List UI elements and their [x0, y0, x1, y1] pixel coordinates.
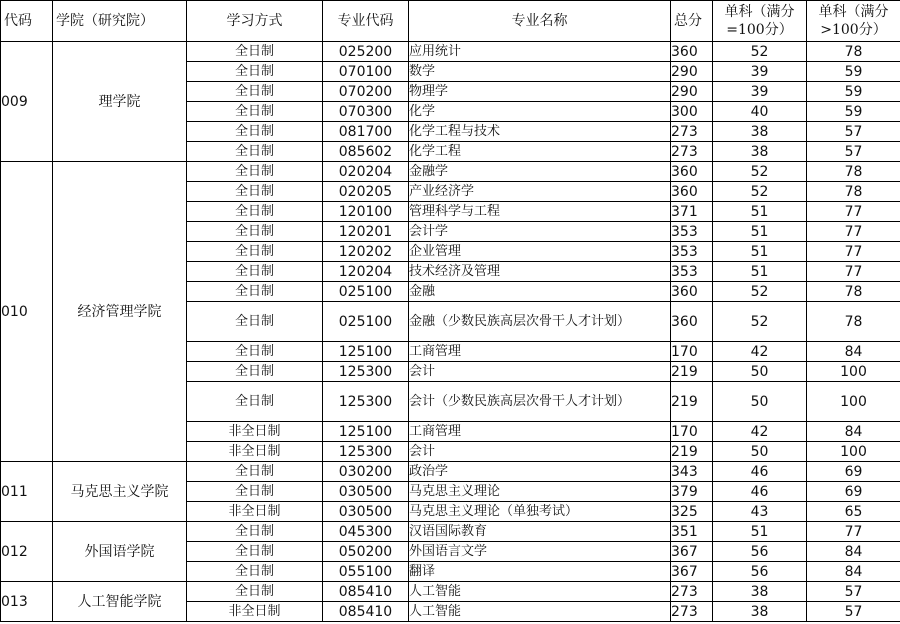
study-mode-cell: 全日制 [187, 462, 323, 482]
study-mode-cell: 全日制 [187, 242, 323, 262]
major-name-cell: 会计 [409, 442, 671, 462]
major-code-cell: 125300 [323, 382, 409, 422]
major-code-cell: 050200 [323, 542, 409, 562]
study-mode-cell: 非全日制 [187, 502, 323, 522]
study-mode-cell: 全日制 [187, 62, 323, 82]
header-code: 代码 [1, 1, 53, 42]
major-code-cell: 025200 [323, 42, 409, 62]
total-score-cell: 325 [671, 502, 713, 522]
study-mode-cell: 全日制 [187, 542, 323, 562]
header-school: 学院（研究院） [53, 1, 187, 42]
single-100-cell: 46 [713, 482, 807, 502]
major-name-cell: 化学工程 [409, 142, 671, 162]
major-name-cell: 化学工程与技术 [409, 122, 671, 142]
single-over100-cell: 84 [807, 562, 900, 582]
single-100-cell: 51 [713, 242, 807, 262]
single-over100-cell: 78 [807, 162, 900, 182]
major-name-cell: 会计学 [409, 222, 671, 242]
single-over100-cell: 65 [807, 502, 900, 522]
college-name-cell: 马克思主义学院 [53, 462, 187, 522]
study-mode-cell: 全日制 [187, 562, 323, 582]
single-100-cell: 51 [713, 202, 807, 222]
major-code-cell: 120100 [323, 202, 409, 222]
single-100-cell: 42 [713, 342, 807, 362]
major-code-cell: 085410 [323, 582, 409, 602]
major-code-cell: 120201 [323, 222, 409, 242]
study-mode-cell: 全日制 [187, 362, 323, 382]
header-major-code: 专业代码 [323, 1, 409, 42]
single-over100-cell: 77 [807, 222, 900, 242]
table-row [1, 522, 900, 542]
single-over100-cell: 77 [807, 522, 900, 542]
study-mode-cell: 全日制 [187, 282, 323, 302]
single-100-cell: 38 [713, 602, 807, 622]
total-score-cell: 367 [671, 542, 713, 562]
major-name-cell: 人工智能 [409, 582, 671, 602]
major-code-cell: 120202 [323, 242, 409, 262]
college-name-cell: 经济管理学院 [53, 162, 187, 462]
total-score-cell: 360 [671, 282, 713, 302]
single-100-cell: 56 [713, 562, 807, 582]
single-over100-cell: 57 [807, 602, 900, 622]
major-code-cell: 025100 [323, 302, 409, 342]
single-over100-cell: 84 [807, 422, 900, 442]
single-over100-cell: 78 [807, 42, 900, 62]
major-code-cell: 070200 [323, 82, 409, 102]
major-name-cell: 会计（少数民族高层次骨干人才计划） [409, 382, 671, 422]
college-name-cell: 外国语学院 [53, 522, 187, 582]
total-score-cell: 219 [671, 442, 713, 462]
total-score-cell: 353 [671, 222, 713, 242]
single-100-cell: 43 [713, 502, 807, 522]
study-mode-cell: 全日制 [187, 102, 323, 122]
total-score-cell: 360 [671, 302, 713, 342]
study-mode-cell: 全日制 [187, 42, 323, 62]
single-over100-cell: 84 [807, 342, 900, 362]
total-score-cell: 170 [671, 422, 713, 442]
study-mode-cell: 全日制 [187, 342, 323, 362]
major-name-cell: 应用统计 [409, 42, 671, 62]
single-over100-cell: 59 [807, 102, 900, 122]
single-over100-cell: 78 [807, 282, 900, 302]
study-mode-cell: 全日制 [187, 182, 323, 202]
major-code-cell: 020204 [323, 162, 409, 182]
major-code-cell: 125100 [323, 342, 409, 362]
total-score-cell: 290 [671, 62, 713, 82]
table-row [1, 42, 900, 62]
study-mode-cell: 全日制 [187, 382, 323, 422]
total-score-cell: 371 [671, 202, 713, 222]
study-mode-cell: 全日制 [187, 522, 323, 542]
table-row [1, 162, 900, 182]
college-code-cell: 010 [1, 162, 53, 462]
single-100-cell: 50 [713, 382, 807, 422]
study-mode-cell: 全日制 [187, 582, 323, 602]
single-over100-cell: 78 [807, 182, 900, 202]
major-code-cell: 020205 [323, 182, 409, 202]
single-100-cell: 51 [713, 522, 807, 542]
single-100-cell: 46 [713, 462, 807, 482]
study-mode-cell: 全日制 [187, 122, 323, 142]
study-mode-cell: 全日制 [187, 202, 323, 222]
major-name-cell: 马克思主义理论 [409, 482, 671, 502]
header-row [1, 1, 900, 42]
single-100-cell: 52 [713, 302, 807, 342]
total-score-cell: 351 [671, 522, 713, 542]
study-mode-cell: 全日制 [187, 162, 323, 182]
major-name-cell: 马克思主义理论（单独考试） [409, 502, 671, 522]
header-single-100: 单科（满分=100分） [713, 1, 807, 42]
total-score-cell: 290 [671, 82, 713, 102]
major-name-cell: 化学 [409, 102, 671, 122]
total-score-cell: 379 [671, 482, 713, 502]
major-name-cell: 企业管理 [409, 242, 671, 262]
single-over100-cell: 77 [807, 202, 900, 222]
study-mode-cell: 非全日制 [187, 602, 323, 622]
major-name-cell: 翻译 [409, 562, 671, 582]
major-name-cell: 金融学 [409, 162, 671, 182]
single-100-cell: 52 [713, 282, 807, 302]
major-code-cell: 125300 [323, 362, 409, 382]
major-code-cell: 125300 [323, 442, 409, 462]
single-over100-cell: 57 [807, 122, 900, 142]
major-code-cell: 030500 [323, 482, 409, 502]
total-score-cell: 273 [671, 122, 713, 142]
total-score-cell: 353 [671, 262, 713, 282]
major-name-cell: 外国语言文学 [409, 542, 671, 562]
major-code-cell: 070300 [323, 102, 409, 122]
total-score-cell: 219 [671, 362, 713, 382]
college-name-cell: 理学院 [53, 42, 187, 162]
college-code-cell: 013 [1, 582, 53, 622]
total-score-cell: 273 [671, 602, 713, 622]
single-over100-cell: 100 [807, 382, 900, 422]
major-code-cell: 085410 [323, 602, 409, 622]
total-score-cell: 219 [671, 382, 713, 422]
major-name-cell: 工商管理 [409, 342, 671, 362]
single-over100-cell: 57 [807, 582, 900, 602]
single-100-cell: 50 [713, 362, 807, 382]
single-100-cell: 42 [713, 422, 807, 442]
study-mode-cell: 全日制 [187, 482, 323, 502]
table-row [1, 462, 900, 482]
single-100-cell: 39 [713, 82, 807, 102]
total-score-cell: 353 [671, 242, 713, 262]
total-score-cell: 273 [671, 582, 713, 602]
single-over100-cell: 59 [807, 82, 900, 102]
major-name-cell: 产业经济学 [409, 182, 671, 202]
college-name-cell: 人工智能学院 [53, 582, 187, 622]
major-code-cell: 085602 [323, 142, 409, 162]
major-code-cell: 030500 [323, 502, 409, 522]
major-name-cell: 会计 [409, 362, 671, 382]
single-over100-cell: 77 [807, 262, 900, 282]
single-100-cell: 51 [713, 262, 807, 282]
single-100-cell: 56 [713, 542, 807, 562]
single-over100-cell: 77 [807, 242, 900, 262]
major-code-cell: 045300 [323, 522, 409, 542]
single-over100-cell: 100 [807, 362, 900, 382]
major-name-cell: 数学 [409, 62, 671, 82]
major-code-cell: 030200 [323, 462, 409, 482]
single-over100-cell: 100 [807, 442, 900, 462]
study-mode-cell: 全日制 [187, 222, 323, 242]
major-name-cell: 技术经济及管理 [409, 262, 671, 282]
single-100-cell: 38 [713, 122, 807, 142]
total-score-cell: 360 [671, 162, 713, 182]
study-mode-cell: 全日制 [187, 82, 323, 102]
single-100-cell: 50 [713, 442, 807, 462]
college-code-cell: 009 [1, 42, 53, 162]
major-code-cell: 125100 [323, 422, 409, 442]
major-name-cell: 人工智能 [409, 602, 671, 622]
major-code-cell: 025100 [323, 282, 409, 302]
study-mode-cell: 全日制 [187, 142, 323, 162]
total-score-cell: 300 [671, 102, 713, 122]
single-over100-cell: 59 [807, 62, 900, 82]
major-code-cell: 055100 [323, 562, 409, 582]
study-mode-cell: 全日制 [187, 302, 323, 342]
total-score-cell: 360 [671, 182, 713, 202]
total-score-cell: 367 [671, 562, 713, 582]
single-100-cell: 40 [713, 102, 807, 122]
single-100-cell: 51 [713, 222, 807, 242]
major-code-cell: 070100 [323, 62, 409, 82]
study-mode-cell: 全日制 [187, 262, 323, 282]
table-row [1, 582, 900, 602]
major-code-cell: 120204 [323, 262, 409, 282]
major-name-cell: 汉语国际教育 [409, 522, 671, 542]
college-code-cell: 012 [1, 522, 53, 582]
study-mode-cell: 非全日制 [187, 422, 323, 442]
total-score-cell: 360 [671, 42, 713, 62]
major-code-cell: 081700 [323, 122, 409, 142]
total-score-cell: 170 [671, 342, 713, 362]
single-100-cell: 52 [713, 162, 807, 182]
header-total: 总分 [671, 1, 713, 42]
major-name-cell: 政治学 [409, 462, 671, 482]
header-single-over100: 单科（满分>100分） [807, 1, 900, 42]
single-100-cell: 39 [713, 62, 807, 82]
total-score-cell: 343 [671, 462, 713, 482]
major-name-cell: 金融（少数民族高层次骨干人才计划） [409, 302, 671, 342]
header-mode: 学习方式 [187, 1, 323, 42]
single-100-cell: 52 [713, 42, 807, 62]
single-over100-cell: 69 [807, 482, 900, 502]
header-major-name: 专业名称 [409, 1, 671, 42]
major-name-cell: 物理学 [409, 82, 671, 102]
major-name-cell: 管理科学与工程 [409, 202, 671, 222]
single-over100-cell: 78 [807, 302, 900, 342]
college-code-cell: 011 [1, 462, 53, 522]
single-100-cell: 38 [713, 142, 807, 162]
single-100-cell: 52 [713, 182, 807, 202]
major-name-cell: 金融 [409, 282, 671, 302]
single-100-cell: 38 [713, 582, 807, 602]
table-body [1, 42, 900, 622]
single-over100-cell: 69 [807, 462, 900, 482]
major-name-cell: 工商管理 [409, 422, 671, 442]
study-mode-cell: 非全日制 [187, 442, 323, 462]
total-score-cell: 273 [671, 142, 713, 162]
single-over100-cell: 57 [807, 142, 900, 162]
single-over100-cell: 84 [807, 542, 900, 562]
